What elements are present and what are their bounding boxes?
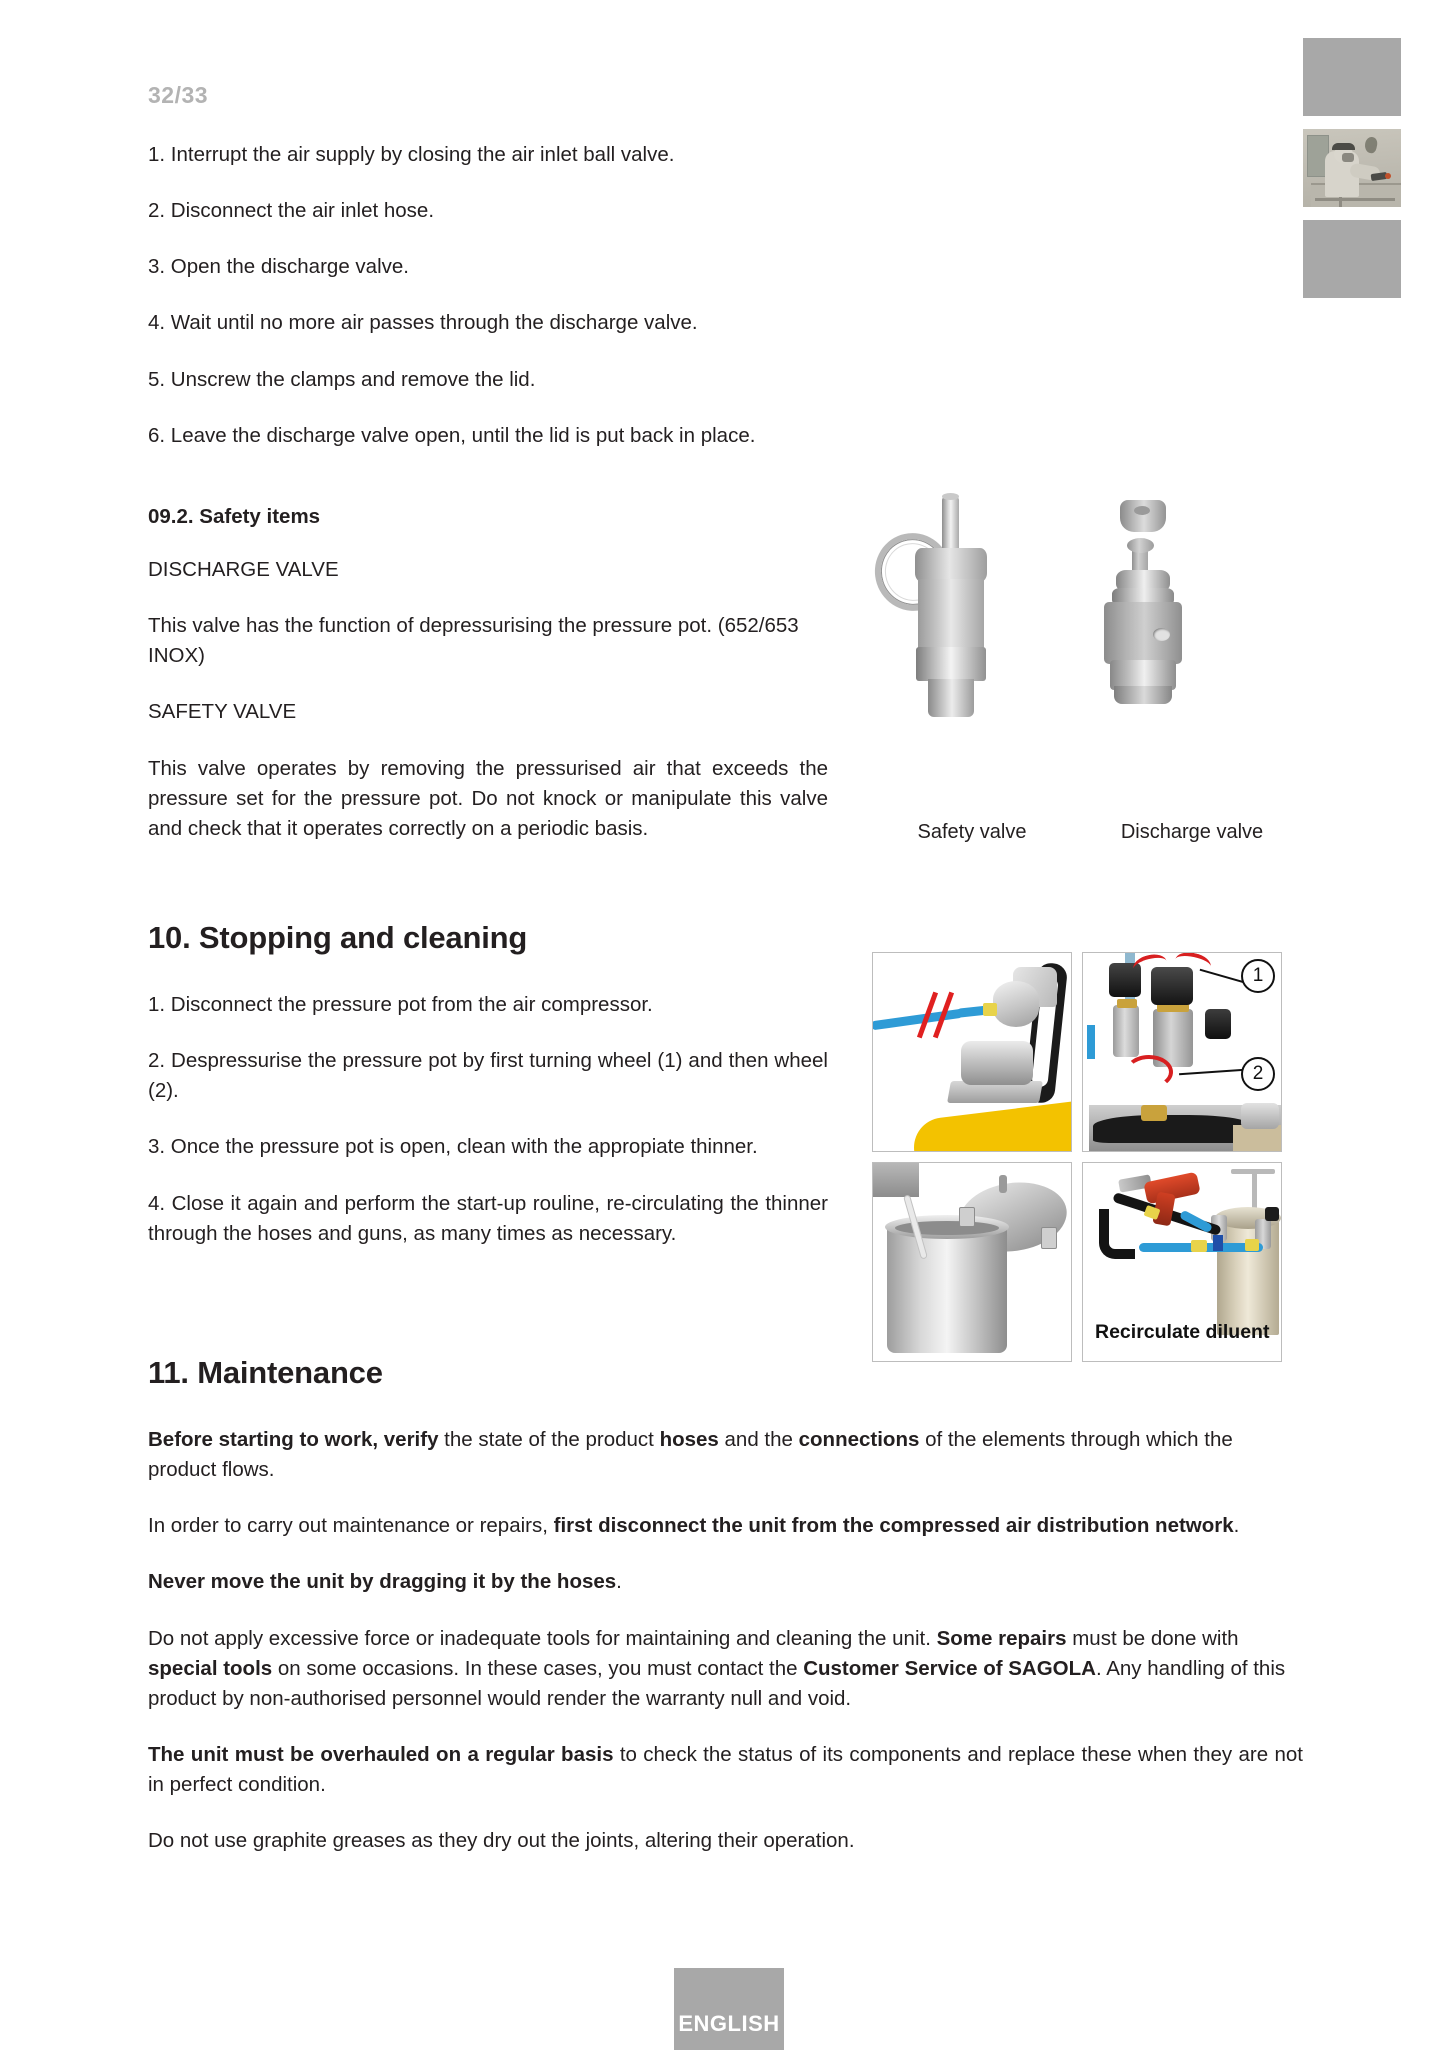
callout-1: 1 <box>1241 959 1275 993</box>
discharge-valve-illustration <box>1094 500 1284 725</box>
safety-valve-text: This valve operates by removing the pressurised air that exceeds the pressure set for the pressure pot. Do not knock or manipulate this valve and check that it operates correctly on a periodic basis. <box>148 756 828 840</box>
m1-b1: Before starting to work, verify <box>148 1428 439 1451</box>
m4-t3: on some occasions. In these cases, you must contact the <box>272 1656 804 1680</box>
thumbnail-worker-photo <box>1303 129 1401 207</box>
step-item: 2. Disconnect the air inlet hose. <box>148 199 435 223</box>
photo-recirculate-diluent <box>1082 1162 1282 1362</box>
maintenance-paragraph-6 <box>148 1826 1303 1856</box>
photo-open-pot-cleaning <box>872 1162 1072 1362</box>
m6-t1: Do not use graphite greases as they dry out the joints, altering their operation. <box>148 1829 855 1853</box>
m2-t2: . <box>1233 1514 1240 1538</box>
callout-2: 2 <box>1241 1057 1275 1091</box>
caption-discharge-valve: Discharge valve <box>1120 821 1264 843</box>
step-item: 5. Unscrew the clamps and remove the lid. <box>148 367 536 391</box>
safety-items-section <box>148 505 828 870</box>
stopping-heading: 10. Stopping and cleaning <box>148 920 528 955</box>
rotation-arrow-icon <box>1125 1055 1173 1089</box>
m3-t1: . <box>616 1570 622 1594</box>
maintenance-heading: 11. Maintenance <box>148 1355 383 1390</box>
m1-b2: hoses <box>659 1428 719 1451</box>
discharge-valve-text: This valve has the function of depressurising the pressure pot. (652/653 INOX) <box>148 614 799 668</box>
recirculate-diluent-label: Recirculate diluent <box>1095 1321 1270 1344</box>
m4-t4: . Any handling of this product by non-authorised personnel would render the warranty null and void. <box>148 1656 1286 1710</box>
maintenance-paragraph-4 <box>148 1624 1303 1714</box>
m1-t1: the state of the product <box>438 1428 660 1451</box>
step-item: 1. Interrupt the air supply by closing the air inlet ball valve. <box>148 143 675 166</box>
thumbnail-strip <box>1303 38 1401 311</box>
photo-wheels-1-and-2 <box>1082 952 1282 1152</box>
maintenance-section <box>148 1355 1303 1882</box>
maintenance-paragraph-2 <box>148 1511 1303 1541</box>
stopping-step: 3. Once the pressure pot is open, clean with the appropiate thinner. <box>148 1135 758 1159</box>
m2-b1: first disconnect the unit from the compressed air distribution network <box>553 1514 1234 1538</box>
safety-items-heading: 09.2. Safety items <box>148 505 321 528</box>
thumbnail-placeholder-bottom <box>1303 220 1401 298</box>
m2-t1: In order to carry out maintenance or repairs, <box>148 1514 554 1538</box>
stopping-photo-grid <box>872 952 1282 1362</box>
stopping-step: 1. Disconnect the pressure pot from the air compressor. <box>148 993 653 1016</box>
discharge-valve-title: DISCHARGE VALVE <box>148 558 339 581</box>
step-item: 6. Leave the discharge valve open, until the lid is put back in place. <box>148 423 756 447</box>
stopping-step: 2. Despressurise the pressure pot by first turning wheel (1) and then wheel (2). <box>148 1049 828 1103</box>
stopping-step: 4. Close it again and perform the start-up rouline, re-circulating the thinner through the hoses and guns, as many times as necessary. <box>148 1191 828 1245</box>
m5-t1: to check the status of its components and replace these when they are not in perfect condition. <box>148 1742 1303 1796</box>
m3-b1: Never move the unit by dragging it by the hoses <box>148 1570 617 1594</box>
maintenance-paragraph-1 <box>148 1425 1303 1485</box>
m4-b3: Customer Service of SAGOLA <box>803 1656 1096 1680</box>
photo-disconnect-compressor <box>872 952 1072 1152</box>
valve-figure-captions <box>862 820 1302 845</box>
thumbnail-placeholder-top <box>1303 38 1401 116</box>
caption-safety-valve: Safety valve <box>917 821 1027 843</box>
language-band-label: ENGLISH <box>678 2011 780 2036</box>
step-item: 3. Open the discharge valve. <box>148 255 409 279</box>
stopping-cleaning-section <box>148 920 828 1275</box>
step-item: 4. Wait until no more air passes through the discharge valve. <box>148 311 698 335</box>
m1-b3: connections <box>798 1428 920 1451</box>
page-number: 32/33 <box>148 82 209 108</box>
m4-t2: must be done with <box>1066 1626 1239 1650</box>
maintenance-paragraph-5 <box>148 1740 1303 1800</box>
m4-b2: special tools <box>148 1656 273 1680</box>
language-band <box>674 1968 784 2050</box>
safety-valve-illustration <box>872 495 1072 720</box>
m4-b1: Some repairs <box>936 1626 1067 1650</box>
safety-valve-title: SAFETY VALVE <box>148 700 297 724</box>
depressurise-steps <box>148 140 828 477</box>
m4-t1: Do not apply excessive force or inadequate tools for maintaining and cleaning the unit. <box>148 1626 937 1650</box>
valve-illustrations <box>862 495 1302 720</box>
m5-b1: The unit must be overhauled on a regular basis <box>148 1742 614 1766</box>
maintenance-paragraph-3 <box>148 1567 1303 1597</box>
m1-t3: of the elements through which the product flows. <box>148 1428 1233 1482</box>
m1-t2: and the <box>718 1428 799 1451</box>
